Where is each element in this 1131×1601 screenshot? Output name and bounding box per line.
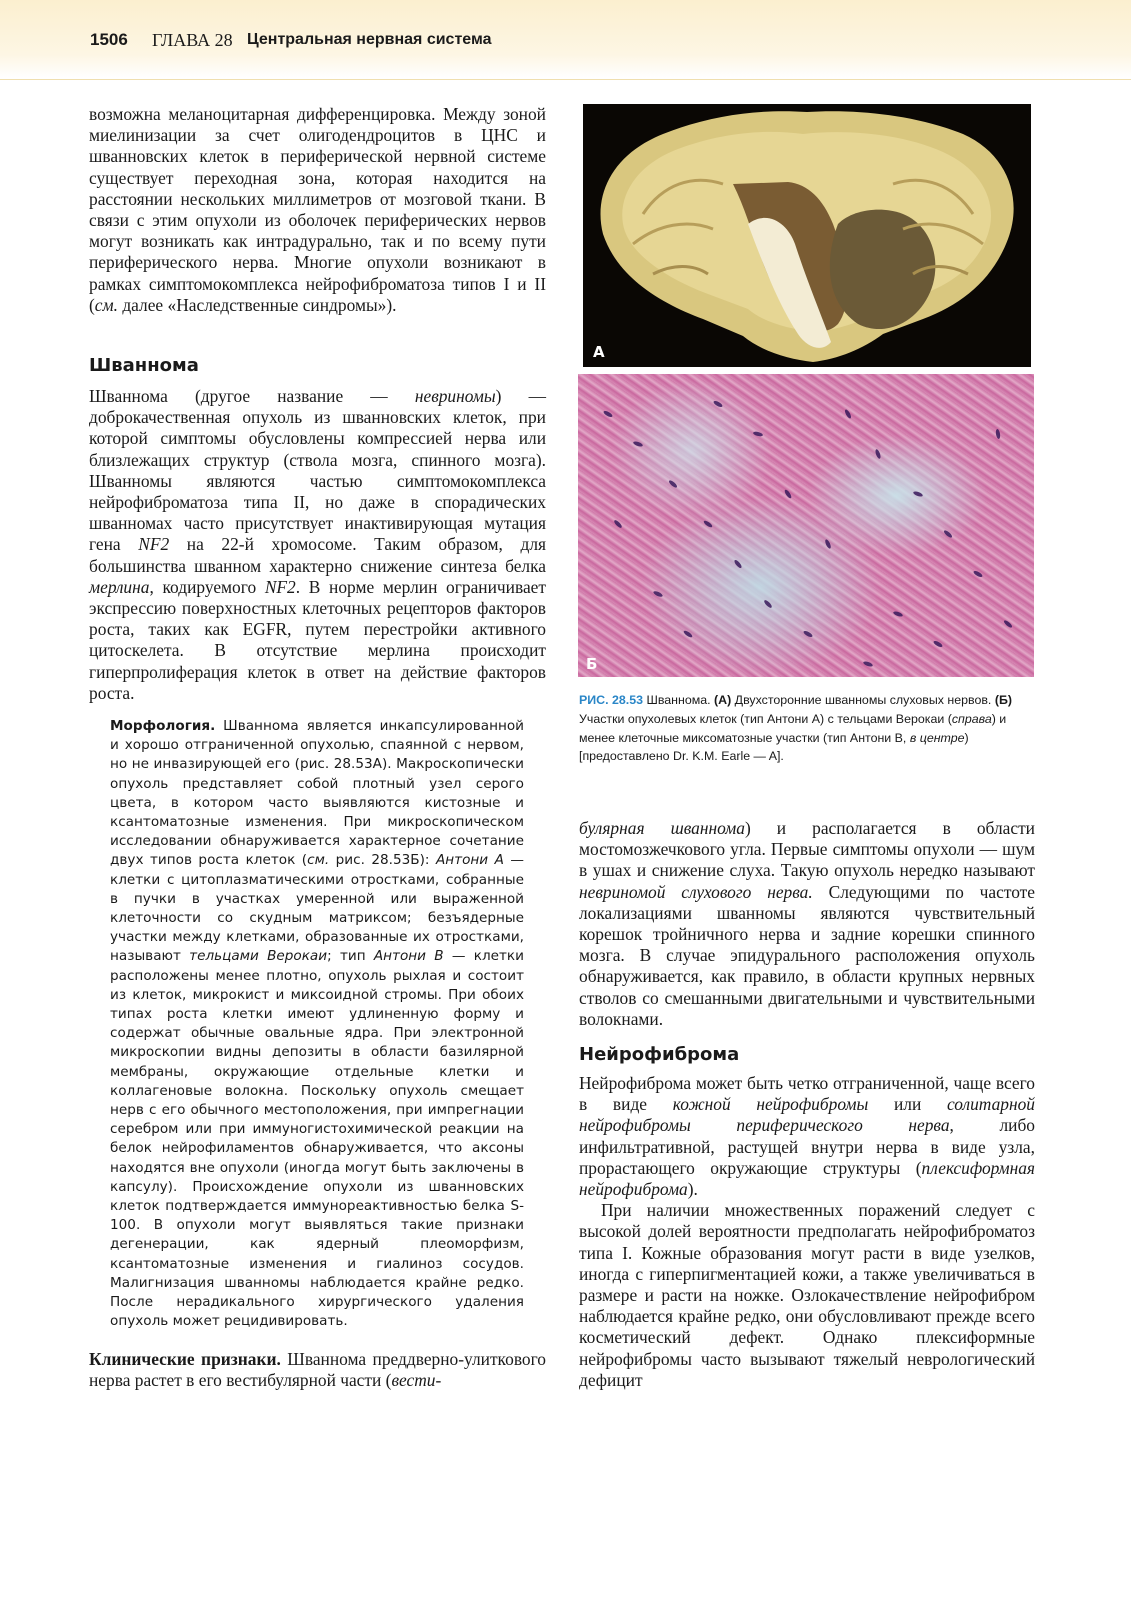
chapter-title: Центральная нервная система bbox=[247, 31, 492, 48]
header-divider bbox=[0, 79, 1131, 80]
figure-number: РИС. 28.53 bbox=[579, 693, 644, 707]
figure-b-photo bbox=[578, 374, 1034, 677]
clinical-continuation: булярная шваннома) и располагается в области мостомозжечкового угла. Первые симптомы опухоли — шум в ушах и снижение слуха. Такую опухоль нередко называют невриномой слухового нерва. Следующими по частоте локализациями шванномы являются чувствительный корешок тройничного нерва и задние корешки спинного мозга. В случае эпидурального расположения опухоль обнаруживается, как правило, в области крупных нервных стволов со смешанными двигательными и чувствительными волокнами. bbox=[579, 818, 1035, 1029]
clinical-label: Клинические признаки. bbox=[89, 1349, 281, 1369]
schwannoma-heading: Шваннома bbox=[89, 355, 199, 376]
gross-specimen-image bbox=[583, 104, 1031, 367]
intro-paragraph: возможна меланоцитарная дифференцировка. Между зоной миелинизации за счет олигодендроцитов в ЦНС и шванновских клеток в периферической нервной системе существует переходная зона, которая находится на расстоянии нескольких миллиметров от мозговой ткани. В связи с этим опухоли из оболочек периферических нервов могут возникать как интрадурально, так и по всему пути периферического нерва. Многие опухоли возникают в рамках симптомокомплекса нейрофиброматоза типов I и II (см. далее «Наследственные синдромы»). bbox=[89, 104, 546, 315]
figure-a-photo bbox=[583, 104, 1031, 367]
schwannoma-paragraph: Шваннома (другое название — невриномы) — доброкачественная опухоль из шванновских клеток, при которой симптомы обусловлены компрессией нерва или близлежащих структур (ствола мозга, спинного мозга). Шванномы являются частью симптомокомплекса нейрофиброматоза типа II, но даже в спорадических шванномах часто присутствует инактивирующая мутация гена NF2 на 22-й хромосоме. Таким образом, для большинства шванном характерно снижение синтеза белка мерлина, кодируемого NF2. В норме мерлин ограничивает экспрессию поверхностных клеточных рецепторов факторов роста, таких как EGFR, путем перестройки активного цитоскелета. В отсутствие мерлина происходит гиперпролиферация клеток в ответ на действие факторов роста. bbox=[89, 386, 547, 703]
morphology-label: Морфология. bbox=[110, 718, 216, 734]
histology-image bbox=[578, 374, 1034, 677]
clinical-paragraph: Клинические признаки. Шваннома преддверно-улиткового нерва растет в его вестибулярной части (вести- bbox=[89, 1349, 546, 1391]
figure-b-label: Б bbox=[586, 655, 598, 673]
chapter-label: ГЛАВА 28 bbox=[152, 30, 233, 50]
neurofibroma-paragraph: Нейрофиброма может быть четко отграниченной, чаще всего в виде кожной нейрофибромы или солитарной нейрофибромы периферического нерва, либо инфильтративной, растущей внутри нерва в виде узла, прорастающего окружающие структуры (плексиформная нейрофиброма). При наличии множественных поражений следует с высокой долей вероятности предполагать нейрофиброматоз типа I. Кожные образования могут расти в виде узелков, иногда с гиперпигментацией кожи, а также увеличиваться в размере и расти на ножке. Озлокачествление нейрофибром наблюдается крайне редко, они обусловливают прежде всего косметический дефект. Однако плексиформные нейрофибромы часто вызывают тяжелый неврологический дефицит bbox=[579, 1073, 1035, 1390]
morphology-block: Морфология. Шваннома является инкапсулированной и хорошо отграниченной опухолью, спаянной с нервом, но не инвазирующей его (рис. 28.53А). Макроскопически опухоль представляет собой плотный узел серого цвета, в котором часто выявляются кистозные и ксантоматозные изменения. При микроскопическом исследовании обнаруживается характерное сочетание двух типов роста клеток (см. рис. 28.53Б): Антони А — клетки с цитоплазматическими отростками, собранные в пучки в участках умеренной или выраженной клеточности со скудным матриксом; безъядерные участки между клетками, образованные их отростками, называют тельцами Верокаи; тип Антони В — клетки расположены менее плотно, опухоль рыхлая и состоит из клеток, микрокист и миксоидной стромы. При обоих типах роста клетки имеют удлиненную форму и содержат обычные овальные ядра. При электронной микроскопии видны депозиты в области базилярной мембраны, окружающие отдельные клетки и коллагеновые волокна. Поскольку опухоль смещает нерв с его обычного местоположения, при импрегнации серебром или при иммуногистохимической реакции на белок нейрофиламентов обнаруживается, что аксоны находятся вне опухоли (иногда могут быть заключены в капсулу). Происхождение опухоли из шванновских клеток подтверждается иммунореактивностью белка S-100. В опухоли могут выявляться такие признаки дегенерации, как ядерный плеоморфизм, ксантоматозные изменения и гиалиноз сосудов. Малигнизация шванномы наблюдается крайне редко. После нерадикального хирургического удаления опухоль может рецидивировать. bbox=[110, 718, 525, 1330]
neurofibroma-paragraph-2: При наличии множественных поражений следует с высокой долей вероятности предполагать нейрофиброматоз типа I. Кожные образования могут расти в виде узелков, иногда с гиперпигментацией кожи, а также увеличиваться в размере и расти на ножке. Озлокачествление нейрофибром наблюдается крайне редко, они обусловливают прежде всего косметический дефект. Однако плексиформные нейрофибромы часто вызывают тяжелый неврологический дефицит bbox=[579, 1200, 1035, 1390]
figure-a-label: А bbox=[593, 343, 605, 361]
page-number: 1506 bbox=[90, 30, 128, 49]
figure-caption: РИС. 28.53 Шваннома. (А) Двухсторонние шванномы слуховых нервов. (Б) Участки опухолевых клеток (тип Антони А) с тельцами Верокаи (справа) и менее клеточные миксоматозные участки (тип Антони В, в центре) [предоставлено Dr. K.M. Earle — A]. bbox=[579, 693, 1012, 764]
neurofibroma-heading: Нейрофиброма bbox=[579, 1044, 740, 1065]
